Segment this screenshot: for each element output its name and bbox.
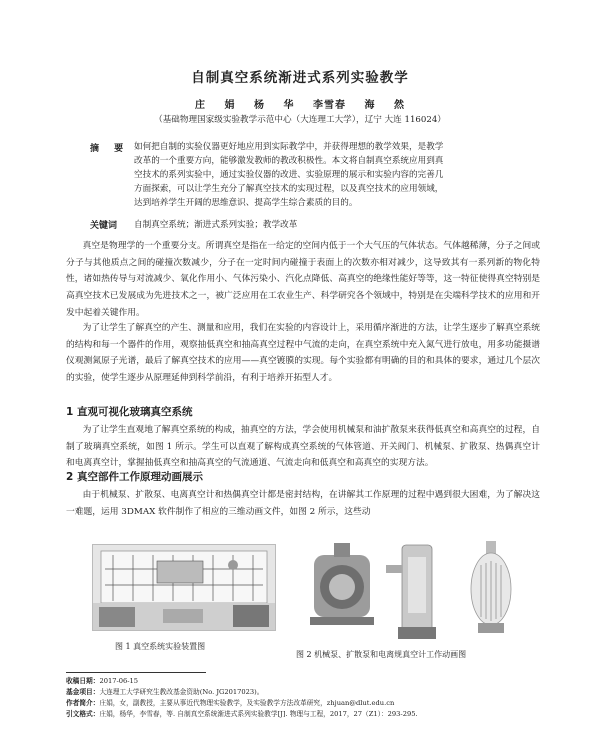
body-paragraph: 为了让学生直观地了解真空系统的构成，抽真空的方法，学会使用机械泵和油扩散泵来获得低真空和高真空的过程，自制了玻璃真空系统，如图 1 所示。学生可以直观了解构成真空系统的气体管道、开关阀门、机械泵、扩散泵、热偶真空计和电离真空计，掌握抽低真空和抽高真空的气流通道、气流走向和低真空和高真空的实现方法。 bbox=[66, 425, 540, 469]
abstract-line: 达到培养学生开阔的思维意识、提高学生综合素质的目的。 bbox=[134, 198, 358, 209]
footnote-divider bbox=[66, 672, 206, 673]
abstract-line: 改革的一个重要方向，能够激发教师的教改积极性。本文将自制真空系统应用到真 bbox=[134, 156, 444, 167]
paper-title: 自制真空系统渐进式系列实验教学 bbox=[191, 70, 409, 86]
author-list bbox=[0, 96, 600, 111]
author: 海 然 bbox=[364, 100, 405, 111]
author: 李雪春 bbox=[312, 100, 346, 111]
mechanical-pump-illustration bbox=[310, 543, 374, 625]
author: 杨 华 bbox=[254, 100, 295, 111]
footnote-citation: 引文格式：庄娟，杨华，李雪春，等. 自制真空系统渐进式系列实验教学[J]. 物理与工程，2017，27（Z1）：293-295. bbox=[66, 710, 418, 718]
section-heading: 2 真空部件工作原理动画展示 bbox=[66, 471, 203, 483]
abstract-line: 空技术的系列实验中，通过实验仪器的改进、实验原理的展示和实验内容的完善几 bbox=[134, 170, 444, 181]
abstract-line: 如何把自制的实验仪器更好地应用到实际教学中，并获得理想的教学效果，是教学 bbox=[134, 142, 444, 152]
body-paragraph: 真空是物理学的一个重要分支。所谓真空是指在一给定的空间内低于一个大气压的气体状态。气体越稀薄，分子之间或分子与其他质点之间的碰撞次数减少，分子在一定时间内碰撞于表面上的次数亦相对减少，这导致其有一系列新的物化特性，诸如热传导与对流减少、氧化作用小、气体污染小、汽化点降低、高真空的绝缘性能好等等，这一特征使得真空特别是高真空技术已发展成为先进技术之一，被广泛应用在工农业生产、科学研究各个领域中，特别是在尖端科学技术的应用和开发中起着关键作用。 bbox=[66, 241, 540, 318]
figure-2-caption: 图 2 机械泵、扩散泵和电离规真空计工作动画图 bbox=[296, 650, 467, 659]
diffusion-pump-illustration bbox=[386, 545, 436, 639]
footnote-fund: 基金项目：大连理工大学研究生教改基金资助(No. JG2017023)。 bbox=[66, 688, 264, 696]
body-paragraph: 由于机械泵、扩散泵、电离真空计和热偶真空计都是密封结构，在讲解其工作原理的过程中遇到很大困难，为了解决这一难题，运用 3DMAX 软件制作了相应的三维动画文件，如图 2 所示，这些动 bbox=[66, 490, 540, 517]
author: 庄 娟 bbox=[195, 100, 236, 111]
ionization-gauge-illustration bbox=[471, 541, 511, 633]
body-paragraph: 为了让学生了解真空的产生、测量和应用，我们在实验的内容设计上，采用循序渐进的方法，让学生逐步了解真空系统的结构和每一个器件的作用，观察抽低真空和抽高真空过程中气流的走向，在真空系统中充入氮气进行放电，用多功能摄谱仪观测氮原子光谱，最后了解真空技术的应用——真空镀膜的实现。每个实验都有明确的目的和具体的要求，通过几个层次的实验，使学生逐步从原理延伸到科学前沿，有利于培养开拓型人才。 bbox=[66, 323, 540, 384]
section-heading: 1 直观可视化玻璃真空系统 bbox=[66, 406, 193, 418]
footnote-author: 作者简介：庄娟，女，副教授，主要从事近代物理实验教学，及实验教学方法改革研究，zhjuan@dlut.edu.cn bbox=[66, 699, 395, 707]
figure-2-pump-animations bbox=[306, 537, 536, 643]
figure-1-vacuum-apparatus bbox=[92, 544, 276, 631]
keywords-text: 自制真空系统；渐进式系列实验；教学改革 bbox=[134, 220, 298, 230]
footnote-received: 收稿日期：2017-06-15 bbox=[66, 677, 138, 685]
keywords-label: 关键词 bbox=[90, 221, 118, 231]
affiliation: （基础物理国家级实验教学示范中心（大连理工大学），辽宁 大连 116024） bbox=[154, 115, 446, 125]
footnote bbox=[66, 676, 546, 720]
abstract-text bbox=[134, 140, 518, 210]
abstract-line: 方面探索，可以让学生充分了解真空技术的实现过程，以及真空技术的应用领域， bbox=[134, 184, 444, 195]
figure-1-caption: 图 1 真空系统实验装置图 bbox=[115, 642, 206, 651]
abstract-label: 摘 要 bbox=[90, 144, 130, 154]
